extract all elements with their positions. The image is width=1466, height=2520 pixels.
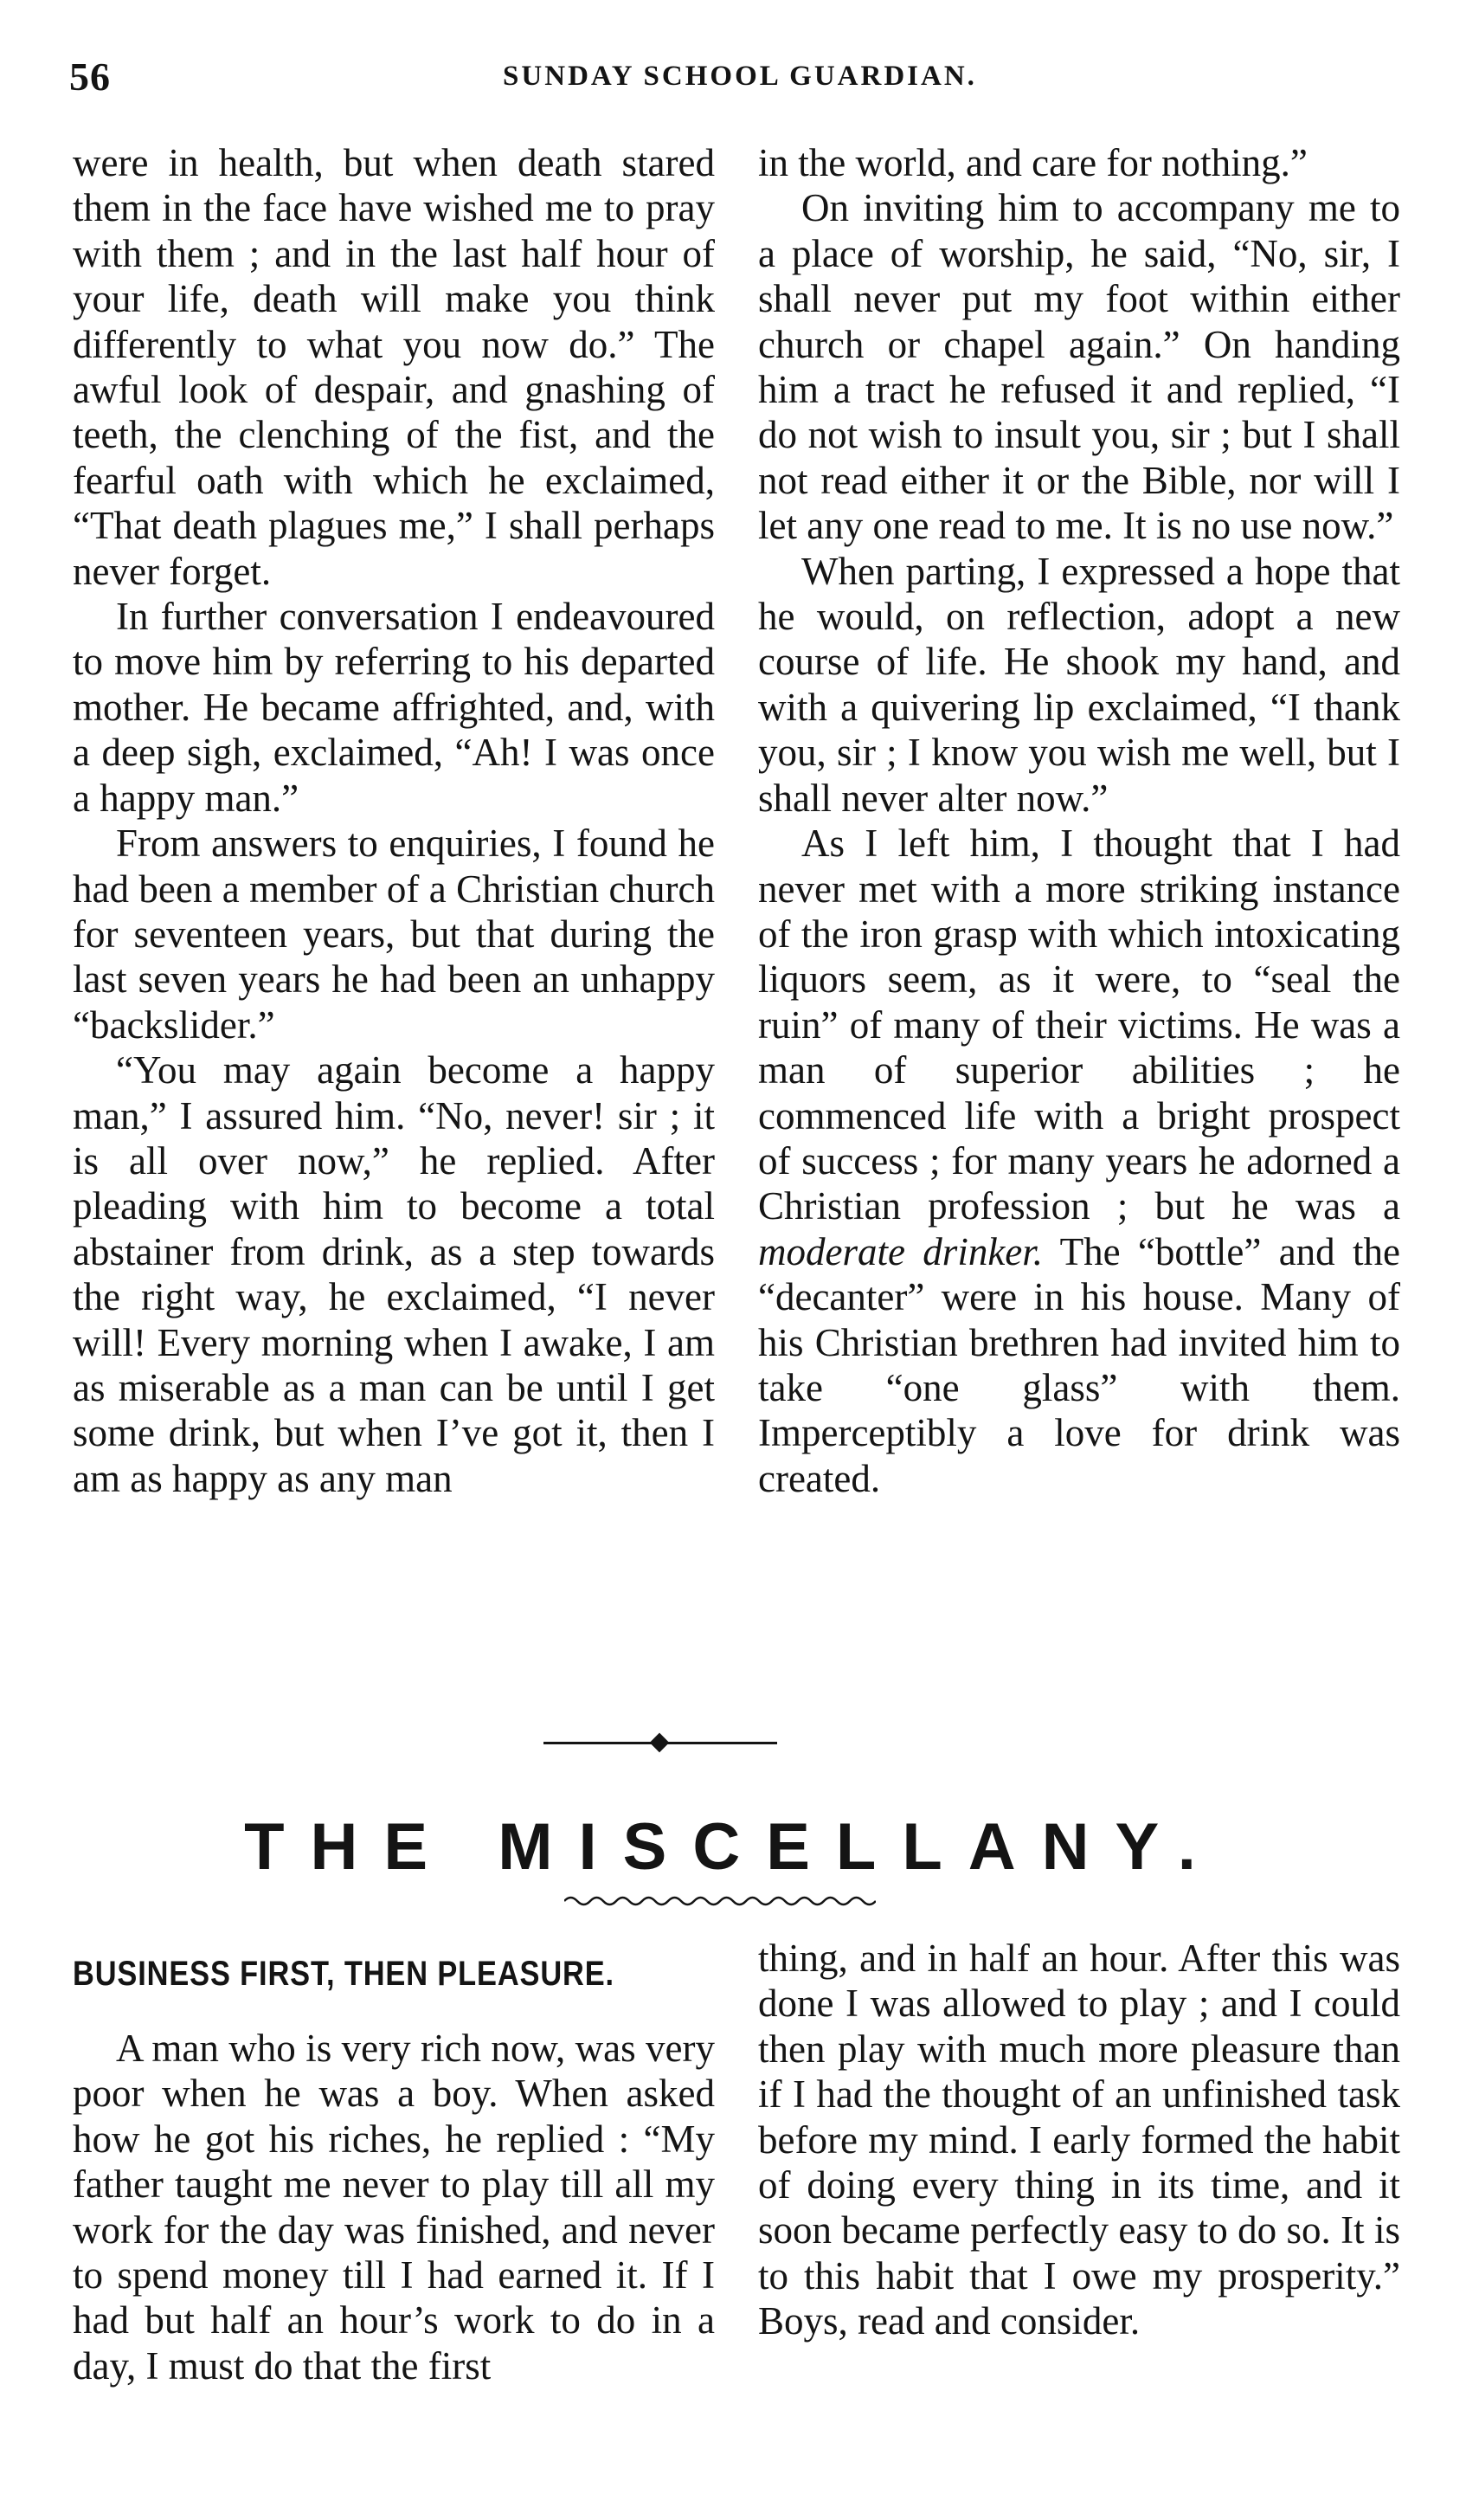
journal-title: SUNDAY SCHOOL GUARDIAN. xyxy=(503,61,977,92)
page-number: 56 xyxy=(69,55,111,99)
text-run: The “bottle” and the “decanter” were in his house. Many of his Christian brethren had invited him to take “one glass” with them. Imperceptibly a love for drink was created. xyxy=(758,1229,1400,1500)
paragraph: In further conversation I endeavoured to move him by referring to his departed mother. He became affrighted, and, with a deep sigh, exclaimed, “Ah! I was once a happy man.” xyxy=(73,595,715,820)
paragraph: On inviting him to accompany me to a place of worship, he said, “No, sir, I shall never put my foot within either church or chapel again.” On handing him a tract he refused it and replied, “I do not wish to insult you, sir ; but I shall not read either it or the Bible, nor will I let any one read to me. It is no use now.” xyxy=(758,186,1400,548)
section-title: THE MISCELLANY. xyxy=(244,1810,1222,1884)
upper-right-column xyxy=(758,140,1400,1690)
paragraph: From answers to enquiries, I found he had been a member of a Christian church for seventeen years, but that during the last seven years he had been an unhappy “backslider.” xyxy=(73,822,715,1047)
lower-right-column xyxy=(758,1936,1400,2344)
upper-left-column xyxy=(73,140,715,1690)
paragraph: When parting, I expressed a hope that he would, on reflection, adopt a new course of life. He shook my hand, and with a quivering lip exclaimed, “I thank you, sir ; I know you wish me well, but I shall never alter now.” xyxy=(758,549,1400,820)
paragraph: in the world, and care for nothing.” xyxy=(758,141,1308,184)
paragraph: thing, and in half an hour. After this was done I was allowed to play ; and I could then play with much more pleasure than if I had the thought of an unfinished task before my mind. I early formed the habit of doing every thing in its time, and it soon became perfectly easy to do so. It is to this habit that I owe my prosperity.” Boys, read and consider. xyxy=(758,1937,1400,2343)
lower-left-column xyxy=(73,2026,715,2388)
paragraph xyxy=(758,821,1400,1501)
wavy-ornament xyxy=(564,1892,876,1910)
paragraph: A man who is very rich now, was very poor when he was a boy. When asked how he got his riches, he replied : “My father taught me never to play till all my work for the day was finished, and never to spend money till I had earned it. If I had but half an hour’s work to do in a day, I must do that the first xyxy=(73,2027,715,2388)
paragraph: “You may again become a happy man,” I assured him. “No, never! sir ; it is all over now,” he replied. After pleading with him to become a total abstainer from drink, as a step towards the right way, he exclaimed, “I never will! Every morning when I awake, I am as miserable as a man can be until I get some drink, but when I’ve got it, then I am as happy as any man xyxy=(73,1048,715,1500)
running-head xyxy=(69,54,1411,106)
italic-phrase: moderate drinker. xyxy=(758,1229,1044,1273)
text-run: As I left him, I thought that I had never met with a more striking instance of the iron grasp with which intoxicating liquors seem, as it were, to “seal the ruin” of many of their victims. He was a man of superior abilities ; he commenced life with a bright prospect of success ; for many years he adorned a Christian profession ; but he was a xyxy=(758,822,1400,1228)
ornamental-divider xyxy=(543,1732,777,1753)
diamond-ornament xyxy=(650,1733,670,1753)
article-heading: BUSINESS FIRST, THEN PLEASURE. xyxy=(73,1955,614,1993)
paragraph: were in health, but when death stared them in the face have wished me to pray with them ; and in the last half hour of your life, death will make you think differently to what you now do.” The awful look of despair, and gnashing of teeth, the clenching of the fist, and the fearful oath with which he exclaimed, “That death plagues me,” I shall perhaps never forget. xyxy=(73,141,715,593)
